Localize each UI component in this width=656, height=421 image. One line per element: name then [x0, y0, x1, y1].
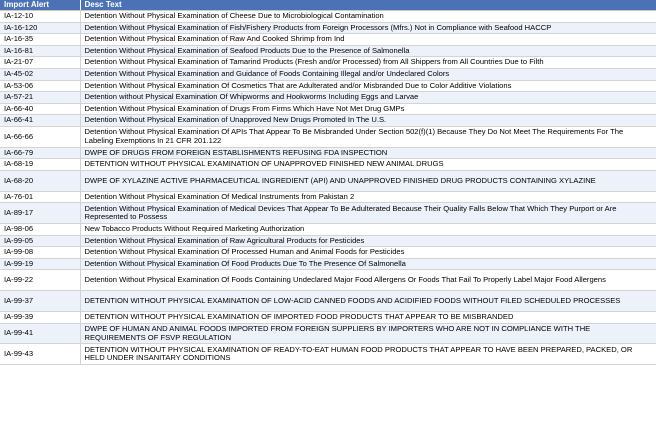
import-alert-id: IA-21-07 [0, 57, 80, 69]
table-row [0, 126, 656, 147]
import-alert-id: IA-16-35 [0, 34, 80, 46]
desc-text: Detention Without Physical Examination of Drugs From Firms Which Have Not Met Drug GMPs [80, 103, 656, 115]
import-alert-id: IA-66-40 [0, 103, 80, 115]
table-row [0, 258, 656, 270]
import-alert-id: IA-12-10 [0, 11, 80, 23]
desc-text: Detention Without Physical Examination of Medical Devices That Appear To Be Adulterated Because Their Quality Falls Below That Which They Purport or Are Represented to Possess [80, 203, 656, 224]
table-row [0, 270, 656, 291]
table-row [0, 103, 656, 115]
import-alert-id: IA-16-120 [0, 22, 80, 34]
table-row [0, 323, 656, 344]
import-alert-id: IA-99-08 [0, 247, 80, 259]
desc-text: DETENTION WITHOUT PHYSICAL EXAMINATION OF READY-TO-EAT HUMAN FOOD PRODUCTS THAT APPEAR TO HAVE BEEN PREPARED, PACKED, OR HELD UNDER INSANITARY CONDITIONS [80, 344, 656, 365]
import-alert-id: IA-16-81 [0, 45, 80, 57]
table-row [0, 34, 656, 46]
table-row [0, 92, 656, 104]
table-row [0, 291, 656, 312]
table-row [0, 312, 656, 324]
import-alert-id: IA-98-06 [0, 224, 80, 236]
table-row [0, 80, 656, 92]
table-row [0, 191, 656, 203]
table-row [0, 170, 656, 191]
import-alert-id: IA-89-17 [0, 203, 80, 224]
desc-text: Detention Without Physical Examination Of APIs That Appear To Be Misbranded Under Section 502(f)(1) Because They Do Not Meet The Requirements For The Labeling Exemptions In 21 CFR 201.122 [80, 126, 656, 147]
import-alert-id: IA-53-06 [0, 80, 80, 92]
desc-text: Detention Without Physical Examination of Raw And Cooked Shrimp from Ind [80, 34, 656, 46]
desc-text: Detention Without Physical Examination Of Cosmetics That are Adulterated and/or Misbranded Due to Color Additive Violations [80, 80, 656, 92]
table-row [0, 45, 656, 57]
import-alert-id: IA-66-79 [0, 147, 80, 159]
import-alert-id: IA-99-43 [0, 344, 80, 365]
desc-text: Detention Without Physical Examination of Cheese Due to Microbiological Contamination [80, 11, 656, 23]
import-alert-id: IA-45-02 [0, 68, 80, 80]
desc-text: DETENTION WITHOUT PHYSICAL EXAMINATION OF IMPORTED FOOD PRODUCTS THAT APPEAR TO BE MISBRANDED [80, 312, 656, 324]
import-alert-id: IA-99-22 [0, 270, 80, 291]
header-desc-text: Desc Text [80, 0, 656, 11]
table-row [0, 344, 656, 365]
import-alert-id: IA-99-39 [0, 312, 80, 324]
table-row [0, 203, 656, 224]
table-row [0, 22, 656, 34]
table-row [0, 235, 656, 247]
import-alert-id: IA-57-21 [0, 92, 80, 104]
import-alert-id: IA-68-20 [0, 170, 80, 191]
import-alert-id: IA-66-41 [0, 115, 80, 127]
table-row [0, 247, 656, 259]
table-row [0, 147, 656, 159]
desc-text: New Tobacco Products Without Required Marketing Authorization [80, 224, 656, 236]
import-alert-id: IA-66-66 [0, 126, 80, 147]
desc-text: Detention Without Physical Examination Of Medical Instruments from Pakistan 2 [80, 191, 656, 203]
table-row [0, 68, 656, 80]
desc-text: DETENTION WITHOUT PHYSICAL EXAMINATION OF LOW-ACID CANNED FOODS AND ACIDIFIED FOODS WITHOUT FILED SCHEDULED PROCESSES [80, 291, 656, 312]
desc-text: Detention Without Physical Examination of Seafood Products Due to the Presence of Salmonella [80, 45, 656, 57]
import-alert-id: IA-76-01 [0, 191, 80, 203]
desc-text: Detention without Physical Examination Of Whipworms and Hookworms Including Eggs and Larvae [80, 92, 656, 104]
table-row [0, 115, 656, 127]
desc-text: DWPE OF HUMAN AND ANIMAL FOODS IMPORTED FROM FOREIGN SUPPLIERS BY IMPORTERS WHO ARE NOT IN COMPLIANCE WITH THE REQUIREMENTS OF FSVP REGULATION [80, 323, 656, 344]
import-alert-id: IA-99-37 [0, 291, 80, 312]
desc-text: DWPE OF DRUGS FROM FOREIGN ESTABLISHMENTS REFUSING FDA INSPECTION [80, 147, 656, 159]
import-alert-id: IA-68-19 [0, 159, 80, 171]
header-row [0, 0, 656, 11]
desc-text: Detention Without Physical Examination and Guidance of Foods Containing Illegal and/or Undeclared Colors [80, 68, 656, 80]
desc-text: Detention Without Physical Examination of Tamarind Products (Fresh and/or Processed) from All Shippers from All Countries Due to Filth [80, 57, 656, 69]
table-body [0, 11, 656, 365]
header-import-alert: Import Alert [0, 0, 80, 11]
desc-text: DWPE OF XYLAZINE ACTIVE PHARMACEUTICAL INGREDIENT (API) AND UNAPPROVED FINISHED DRUG PRODUCTS CONTAINING XYLAZINE [80, 170, 656, 191]
desc-text: Detention Without Physical Examination Of Food Products Due To The Presence Of Salmonella [80, 258, 656, 270]
desc-text: Detention Without Physical Examination of Unapproved New Drugs Promoted In The U.S. [80, 115, 656, 127]
desc-text: Detention Without Physical Examination of Raw Agricultural Products for Pesticides [80, 235, 656, 247]
table-row [0, 11, 656, 23]
import-alert-id: IA-99-05 [0, 235, 80, 247]
desc-text: DETENTION WITHOUT PHYSICAL EXAMINATION OF UNAPPROVED FINISHED NEW ANIMAL DRUGS [80, 159, 656, 171]
table-row [0, 159, 656, 171]
desc-text: Detention Without Physical Examination of Fish/Fishery Products from Foreign Processors (Mfrs.) Not in Compliance with Seafood HACCP [80, 22, 656, 34]
import-alert-id: IA-99-19 [0, 258, 80, 270]
desc-text: Detention Without Physical Examination Of Processed Human and Animal Foods for Pesticides [80, 247, 656, 259]
table-row [0, 57, 656, 69]
desc-text: Detention Without Physical Examination Of Foods Containing Undeclared Major Food Allergens Or Foods That Fail To Properly Label Major Food Allergens [80, 270, 656, 291]
table-row [0, 224, 656, 236]
import-alert-id: IA-99-41 [0, 323, 80, 344]
